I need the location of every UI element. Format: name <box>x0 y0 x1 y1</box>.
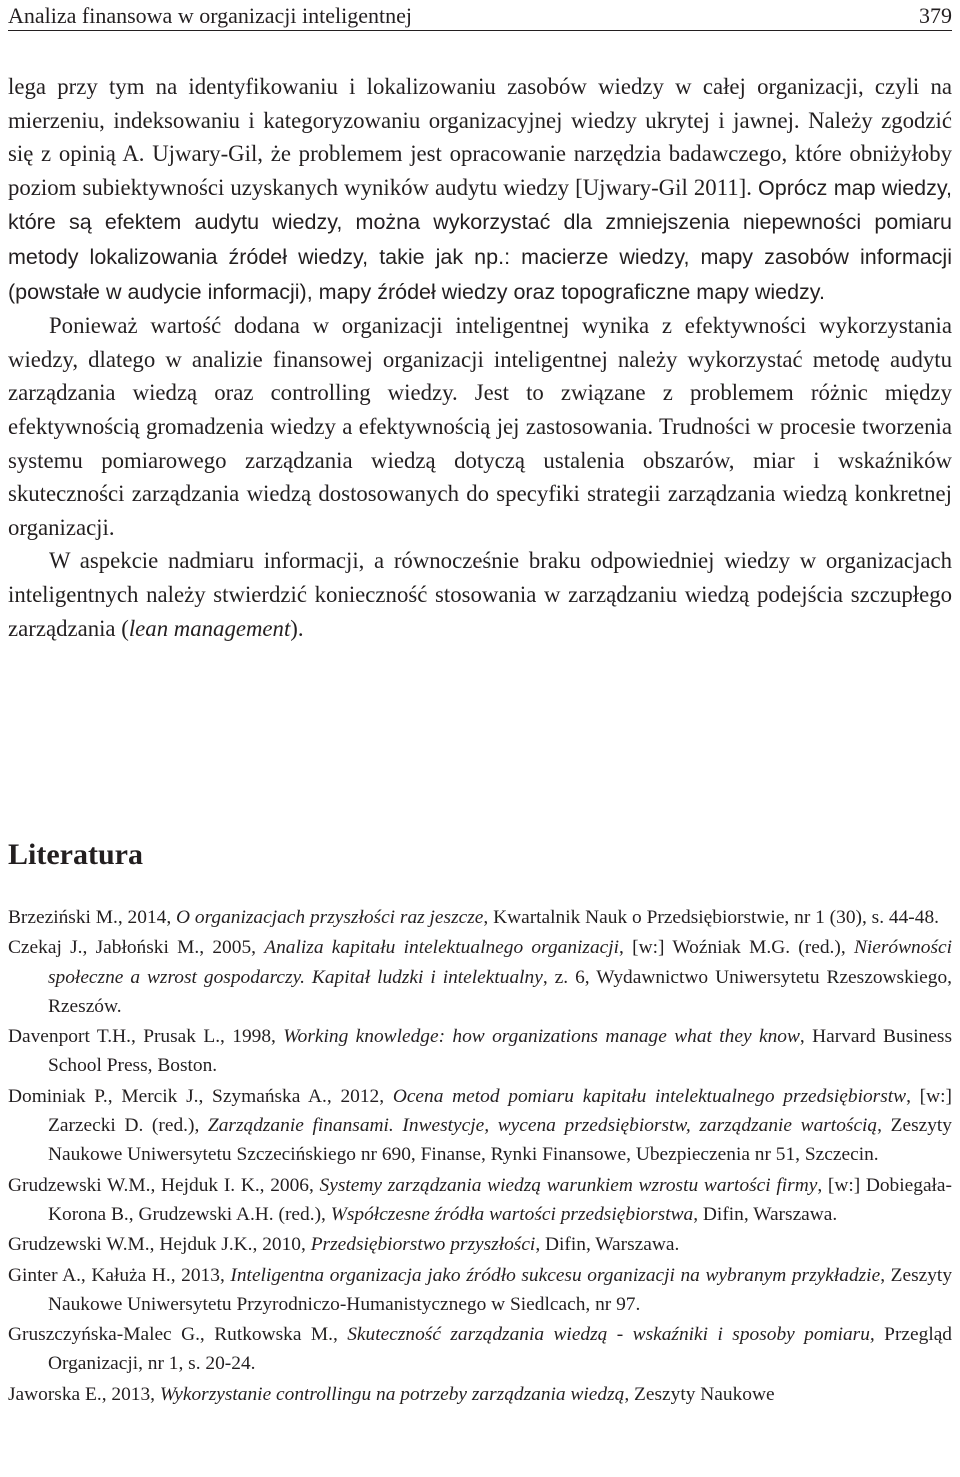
reference-text: Dominiak P., Mercik J., Szymańska A., 2012, <box>8 1085 393 1107</box>
paragraph-text: Oprócz map wiedzy, które są efektem audytu wiedzy, można wykorzystać dla zmniejszenia niepewności pomiaru metody lokalizowania źródeł wiedzy, takie jak np.: macierze wiedzy, mapy zasobów informacji (powstałe w audycie informacji), mapy źródeł wiedzy oraz topograficzne mapy wiedzy. <box>8 175 952 304</box>
reference-title: Ocena metod pomiaru kapitału intelektualnego przedsiębiorstw <box>392 1085 907 1107</box>
reference-title: Working knowledge: how organizations manage what they know <box>283 1026 800 1048</box>
reference-title: O organizacjach przyszłości raz jeszcze <box>176 907 484 928</box>
reference-entry <box>8 1261 952 1320</box>
paragraph-text: ). <box>290 615 304 641</box>
running-title: Analiza finansowa w organizacji inteligentnej <box>8 3 413 28</box>
reference-text: , Kwartalnik Nauk o Przedsiębiorstwie, nr 1 (30), s. 44-48. <box>483 907 939 928</box>
reference-text: Czekaj J., Jabłoński M., 2005, <box>8 937 265 959</box>
reference-text: Ginter A., Kałuża H., 2013, <box>8 1264 231 1286</box>
body-paragraph <box>8 70 952 309</box>
reference-text: , z. 6, Wydawnictwo Uniwersytetu Rzeszowskiego, Rzeszów. <box>48 966 952 1017</box>
reference-entry <box>8 933 952 1021</box>
reference-entry <box>8 1171 952 1230</box>
reference-entry <box>8 1082 952 1170</box>
reference-text: , [w:] Woźniak M.G. (red.), <box>619 937 854 959</box>
reference-list <box>8 903 952 1409</box>
reference-text: Grudzewski W.M., Hejduk J.K., 2010, <box>8 1234 311 1256</box>
reference-title: Systemy zarządzania wiedzą warunkiem wzrostu wartości firmy <box>319 1174 818 1196</box>
reference-text: Jaworska E., 2013, <box>8 1383 160 1405</box>
reference-text: , Zeszyty Naukowe Uniwersytetu Przyrodniczo-Humanistycznego w Siedlcach, nr 97. <box>48 1264 953 1315</box>
reference-title: Nierówności społeczne a wzrost gospodarczy. Kapitał ludzki i intelektualny <box>48 937 952 988</box>
reference-entry <box>8 1380 952 1409</box>
page-number: 379 <box>919 3 952 28</box>
body-paragraph <box>8 309 952 544</box>
reference-entry <box>8 1022 952 1081</box>
reference-text: , Harvard Business School Press, Boston. <box>48 1026 952 1077</box>
reference-entry <box>8 1320 952 1379</box>
paragraph-text: lega przy tym na identyfikowaniu i lokalizowaniu zasobów wiedzy w całej organizacji, czyli na mierzeniu, indeksowaniu i kategoryzowaniu organizacyjnej wiedzy ukrytej i jawnej. Należy zgodzić się z opinią A. Ujwary-Gil, że problemem jest opracowanie narzędzia badawczego, które obniżyłoby poziom subiektywności uzyskanych wyników audytu wiedzy [Ujwary-Gil 2011]. <box>8 74 952 200</box>
reference-entry <box>8 1230 952 1259</box>
reference-text: , [w:] Dobiegała-Korona B., Grudzewski A.H. (red.), <box>48 1174 952 1225</box>
reference-text: Gruszczyńska-Malec G., Rutkowska M., <box>8 1324 348 1346</box>
reference-text: Davenport T.H., Prusak L., 1998, <box>8 1026 284 1048</box>
reference-text: Przegląd Organizacji, nr 1, s. 20-24. <box>48 1324 953 1375</box>
reference-title: Wykorzystanie controllingu na potrzeby zarządzania wiedzą <box>159 1383 625 1405</box>
reference-text: Brzeziński M., 2014, <box>8 907 177 928</box>
reference-entry <box>8 903 952 932</box>
italic-term: lean management <box>128 615 291 641</box>
running-header <box>8 0 952 31</box>
reference-title: Zarządzanie finansami. Inwestycje, wycena przedsiębiorstw, zarządzanie wartością <box>207 1115 878 1137</box>
body-paragraph <box>8 544 952 645</box>
reference-text: , Difin, Warszawa. <box>535 1234 680 1256</box>
reference-text: , Zeszyty Naukowe <box>624 1383 775 1405</box>
reference-title: Skuteczność zarządzania wiedzą - wskaźniki i sposoby pomiaru, <box>347 1324 875 1346</box>
reference-title: Inteligentna organizacja jako źródło sukcesu organizacji na wybranym przykładzie <box>230 1264 881 1286</box>
reference-text: Grudzewski W.M., Hejduk I. K., 2006, <box>8 1174 320 1196</box>
body-text <box>8 70 952 645</box>
reference-title: Współczesne źródła wartości przedsiębiorstwa <box>330 1203 694 1225</box>
reference-title: Analiza kapitału intelektualnego organizacji <box>264 937 620 959</box>
reference-text: , Zeszyty Naukowe Uniwersytetu Szczecińskiego nr 690, Finanse, Rynki Finansowe, Ubezpieczenia nr 51, Szczecin. <box>48 1115 952 1166</box>
section-heading: Literatura <box>8 838 143 871</box>
reference-title: Przedsiębiorstwo przyszłości <box>310 1234 536 1256</box>
reference-text: , Difin, Warszawa. <box>693 1203 838 1225</box>
paragraph-text: Ponieważ wartość dodana w organizacji inteligentnej wynika z efektywności wykorzystania wiedzy, dlatego w analizie finansowej organizacji inteligentnej należy wykorzystać metodę audytu zarządzania wiedzą oraz controlling wiedzy. Jest to związane z problemem różnic między efektywnością gromadzenia wiedzy a efektywnością jej zastosowania. Trudności w procesie tworzenia systemu pomiarowego zarządzania wiedzą dotyczą ustalenia obszarów, miar i wskaźników skuteczności zarządzania wiedzą dostosowanych do specyfiki strategii zarządzania wiedzą konkretnej organizacji. <box>8 313 952 540</box>
paragraph-text: W aspekcie nadmiaru informacji, a równocześnie braku odpowiedniej wiedzy w organizacjach inteligentnych należy stwierdzić konieczność stosowania w zarządzaniu wiedzą podejścia szczupłego zarządzania ( <box>8 548 952 641</box>
reference-text: , [w:] Zarzecki D. (red.), <box>48 1085 952 1137</box>
